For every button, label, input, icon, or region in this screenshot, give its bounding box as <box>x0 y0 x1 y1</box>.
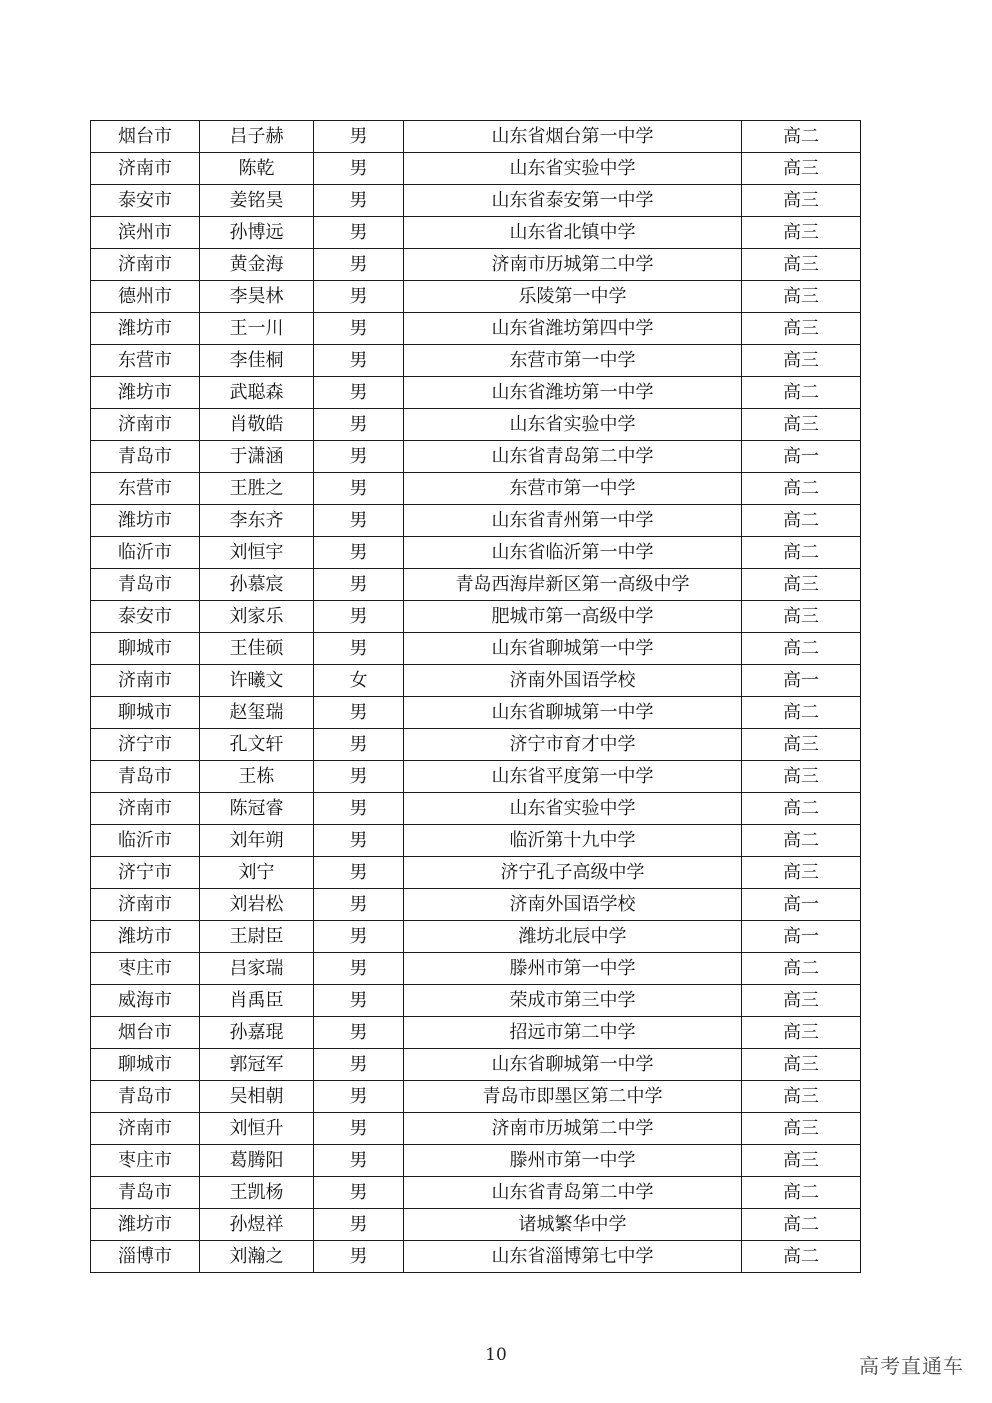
cell-grade: 高二 <box>742 633 861 665</box>
cell-grade: 高二 <box>742 537 861 569</box>
cell-school: 招远市第二中学 <box>404 1017 742 1049</box>
cell-city: 淄博市 <box>91 1241 200 1273</box>
cell-grade: 高一 <box>742 921 861 953</box>
cell-gender: 男 <box>314 601 404 633</box>
cell-student-name: 孙博远 <box>200 217 314 249</box>
table-row <box>91 953 861 985</box>
cell-city: 青岛市 <box>91 441 200 473</box>
cell-student-name: 刘岩松 <box>200 889 314 921</box>
cell-city: 济南市 <box>91 153 200 185</box>
table-row <box>91 1209 861 1241</box>
cell-grade: 高二 <box>742 473 861 505</box>
cell-grade: 高三 <box>742 345 861 377</box>
cell-school: 临沂第十九中学 <box>404 825 742 857</box>
cell-city: 烟台市 <box>91 1017 200 1049</box>
cell-city: 潍坊市 <box>91 377 200 409</box>
table-row <box>91 281 861 313</box>
cell-student-name: 黄金海 <box>200 249 314 281</box>
cell-city: 滨州市 <box>91 217 200 249</box>
cell-grade: 高二 <box>742 697 861 729</box>
cell-gender: 男 <box>314 1209 404 1241</box>
cell-grade: 高二 <box>742 1209 861 1241</box>
cell-city: 青岛市 <box>91 569 200 601</box>
table-row <box>91 1081 861 1113</box>
cell-gender: 男 <box>314 729 404 761</box>
student-roster-table <box>90 120 861 1273</box>
table-row <box>91 1145 861 1177</box>
cell-gender: 男 <box>314 761 404 793</box>
cell-school: 山东省平度第一中学 <box>404 761 742 793</box>
cell-gender: 男 <box>314 985 404 1017</box>
cell-city: 潍坊市 <box>91 505 200 537</box>
cell-student-name: 陈冠睿 <box>200 793 314 825</box>
cell-student-name: 郭冠军 <box>200 1049 314 1081</box>
cell-school: 山东省泰安第一中学 <box>404 185 742 217</box>
cell-city: 潍坊市 <box>91 921 200 953</box>
cell-student-name: 李佳桐 <box>200 345 314 377</box>
table-row <box>91 217 861 249</box>
cell-student-name: 李东齐 <box>200 505 314 537</box>
table-row <box>91 1049 861 1081</box>
cell-gender: 男 <box>314 889 404 921</box>
cell-grade: 高三 <box>742 857 861 889</box>
cell-gender: 男 <box>314 1049 404 1081</box>
cell-school: 山东省临沂第一中学 <box>404 537 742 569</box>
cell-student-name: 李昊林 <box>200 281 314 313</box>
cell-grade: 高二 <box>742 953 861 985</box>
cell-city: 济南市 <box>91 665 200 697</box>
cell-school: 青岛西海岸新区第一高级中学 <box>404 569 742 601</box>
cell-school: 济南市历城第二中学 <box>404 1113 742 1145</box>
cell-grade: 高二 <box>742 1241 861 1273</box>
cell-city: 枣庄市 <box>91 1145 200 1177</box>
cell-student-name: 刘宁 <box>200 857 314 889</box>
cell-gender: 男 <box>314 505 404 537</box>
cell-city: 青岛市 <box>91 761 200 793</box>
cell-student-name: 王佳硕 <box>200 633 314 665</box>
cell-school: 山东省聊城第一中学 <box>404 633 742 665</box>
cell-student-name: 刘家乐 <box>200 601 314 633</box>
cell-grade: 高三 <box>742 1145 861 1177</box>
table-row <box>91 985 861 1017</box>
cell-student-name: 孔文轩 <box>200 729 314 761</box>
cell-grade: 高三 <box>742 249 861 281</box>
cell-student-name: 王尉臣 <box>200 921 314 953</box>
cell-student-name: 刘恒升 <box>200 1113 314 1145</box>
cell-student-name: 吴相朝 <box>200 1081 314 1113</box>
table-row <box>91 1113 861 1145</box>
table-row <box>91 569 861 601</box>
cell-school: 山东省潍坊第一中学 <box>404 377 742 409</box>
cell-gender: 男 <box>314 473 404 505</box>
cell-grade: 高三 <box>742 409 861 441</box>
table-row <box>91 761 861 793</box>
cell-school: 青岛市即墨区第二中学 <box>404 1081 742 1113</box>
cell-gender: 男 <box>314 793 404 825</box>
cell-gender: 男 <box>314 441 404 473</box>
cell-student-name: 王胜之 <box>200 473 314 505</box>
cell-school: 山东省潍坊第四中学 <box>404 313 742 345</box>
cell-city: 济南市 <box>91 889 200 921</box>
cell-student-name: 刘瀚之 <box>200 1241 314 1273</box>
table-row <box>91 441 861 473</box>
cell-school: 山东省青岛第二中学 <box>404 1177 742 1209</box>
cell-grade: 高三 <box>742 217 861 249</box>
cell-grade: 高三 <box>742 761 861 793</box>
cell-gender: 男 <box>314 1145 404 1177</box>
cell-city: 聊城市 <box>91 633 200 665</box>
cell-city: 德州市 <box>91 281 200 313</box>
cell-grade: 高一 <box>742 889 861 921</box>
cell-grade: 高三 <box>742 601 861 633</box>
cell-grade: 高二 <box>742 377 861 409</box>
cell-grade: 高三 <box>742 1081 861 1113</box>
cell-city: 潍坊市 <box>91 313 200 345</box>
cell-school: 济宁市育才中学 <box>404 729 742 761</box>
cell-school: 山东省实验中学 <box>404 793 742 825</box>
cell-grade: 高三 <box>742 985 861 1017</box>
cell-school: 诸城繁华中学 <box>404 1209 742 1241</box>
cell-student-name: 陈乾 <box>200 153 314 185</box>
cell-grade: 高三 <box>742 153 861 185</box>
cell-city: 青岛市 <box>91 1177 200 1209</box>
cell-school: 济宁孔子高级中学 <box>404 857 742 889</box>
cell-grade: 高二 <box>742 121 861 153</box>
table-row <box>91 697 861 729</box>
table-row <box>91 729 861 761</box>
cell-city: 济南市 <box>91 249 200 281</box>
table-row <box>91 825 861 857</box>
table-row <box>91 185 861 217</box>
cell-student-name: 吕子赫 <box>200 121 314 153</box>
table-row <box>91 633 861 665</box>
cell-grade: 高二 <box>742 505 861 537</box>
table-row <box>91 1177 861 1209</box>
cell-school: 东营市第一中学 <box>404 345 742 377</box>
cell-student-name: 肖敬皓 <box>200 409 314 441</box>
cell-student-name: 刘年朔 <box>200 825 314 857</box>
cell-grade: 高三 <box>742 185 861 217</box>
cell-student-name: 许曦文 <box>200 665 314 697</box>
table-row <box>91 313 861 345</box>
cell-student-name: 吕家瑞 <box>200 953 314 985</box>
cell-gender: 男 <box>314 697 404 729</box>
cell-city: 聊城市 <box>91 697 200 729</box>
cell-city: 济南市 <box>91 1113 200 1145</box>
cell-grade: 高二 <box>742 825 861 857</box>
cell-gender: 男 <box>314 1081 404 1113</box>
cell-gender: 男 <box>314 537 404 569</box>
cell-school: 山东省北镇中学 <box>404 217 742 249</box>
cell-grade: 高三 <box>742 1017 861 1049</box>
cell-city: 泰安市 <box>91 185 200 217</box>
cell-city: 济南市 <box>91 409 200 441</box>
cell-grade: 高三 <box>742 1049 861 1081</box>
cell-gender: 男 <box>314 217 404 249</box>
cell-school: 肥城市第一高级中学 <box>404 601 742 633</box>
cell-gender: 男 <box>314 1177 404 1209</box>
cell-school: 济南外国语学校 <box>404 665 742 697</box>
cell-student-name: 孙慕宸 <box>200 569 314 601</box>
cell-city: 威海市 <box>91 985 200 1017</box>
cell-student-name: 王一川 <box>200 313 314 345</box>
table-row <box>91 793 861 825</box>
cell-school: 山东省实验中学 <box>404 153 742 185</box>
page-number: 10 <box>485 1345 507 1365</box>
cell-grade: 高三 <box>742 569 861 601</box>
table-row <box>91 857 861 889</box>
cell-student-name: 于潇涵 <box>200 441 314 473</box>
cell-gender: 男 <box>314 313 404 345</box>
table-row <box>91 345 861 377</box>
cell-student-name: 孙煜祥 <box>200 1209 314 1241</box>
cell-gender: 男 <box>314 857 404 889</box>
cell-city: 济宁市 <box>91 857 200 889</box>
cell-school: 山东省实验中学 <box>404 409 742 441</box>
cell-school: 乐陵第一中学 <box>404 281 742 313</box>
cell-gender: 男 <box>314 633 404 665</box>
cell-grade: 高二 <box>742 793 861 825</box>
cell-gender: 女 <box>314 665 404 697</box>
cell-gender: 男 <box>314 921 404 953</box>
cell-student-name: 武聪森 <box>200 377 314 409</box>
cell-gender: 男 <box>314 281 404 313</box>
table-row <box>91 249 861 281</box>
cell-school: 山东省淄博第七中学 <box>404 1241 742 1273</box>
cell-school: 济南外国语学校 <box>404 889 742 921</box>
cell-gender: 男 <box>314 569 404 601</box>
cell-gender: 男 <box>314 825 404 857</box>
cell-gender: 男 <box>314 953 404 985</box>
cell-city: 聊城市 <box>91 1049 200 1081</box>
cell-student-name: 赵玺瑞 <box>200 697 314 729</box>
cell-student-name: 孙嘉琨 <box>200 1017 314 1049</box>
cell-gender: 男 <box>314 345 404 377</box>
cell-school: 山东省青州第一中学 <box>404 505 742 537</box>
cell-student-name: 肖禹臣 <box>200 985 314 1017</box>
table-row <box>91 921 861 953</box>
cell-student-name: 葛腾阳 <box>200 1145 314 1177</box>
cell-school: 滕州市第一中学 <box>404 1145 742 1177</box>
cell-grade: 高三 <box>742 281 861 313</box>
table-row <box>91 665 861 697</box>
cell-gender: 男 <box>314 1241 404 1273</box>
table-row <box>91 473 861 505</box>
cell-grade: 高一 <box>742 665 861 697</box>
cell-grade: 高三 <box>742 313 861 345</box>
cell-school: 东营市第一中学 <box>404 473 742 505</box>
cell-grade: 高三 <box>742 1113 861 1145</box>
cell-city: 临沂市 <box>91 537 200 569</box>
cell-grade: 高三 <box>742 729 861 761</box>
cell-school: 山东省聊城第一中学 <box>404 697 742 729</box>
cell-student-name: 姜铭昊 <box>200 185 314 217</box>
cell-school: 济南市历城第二中学 <box>404 249 742 281</box>
table-row <box>91 409 861 441</box>
cell-city: 烟台市 <box>91 121 200 153</box>
cell-school: 滕州市第一中学 <box>404 953 742 985</box>
table-row <box>91 889 861 921</box>
student-roster-body <box>91 121 861 1273</box>
cell-city: 济宁市 <box>91 729 200 761</box>
cell-gender: 男 <box>314 1113 404 1145</box>
cell-gender: 男 <box>314 153 404 185</box>
cell-grade: 高一 <box>742 441 861 473</box>
cell-gender: 男 <box>314 409 404 441</box>
cell-student-name: 刘恒宇 <box>200 537 314 569</box>
cell-school: 山东省聊城第一中学 <box>404 1049 742 1081</box>
cell-gender: 男 <box>314 121 404 153</box>
table-row <box>91 505 861 537</box>
cell-city: 枣庄市 <box>91 953 200 985</box>
cell-city: 泰安市 <box>91 601 200 633</box>
cell-student-name: 王凯杨 <box>200 1177 314 1209</box>
table-row <box>91 121 861 153</box>
cell-school: 荣成市第三中学 <box>404 985 742 1017</box>
cell-city: 东营市 <box>91 473 200 505</box>
cell-school: 潍坊北辰中学 <box>404 921 742 953</box>
table-row <box>91 601 861 633</box>
cell-city: 青岛市 <box>91 1081 200 1113</box>
table-row <box>91 153 861 185</box>
cell-gender: 男 <box>314 249 404 281</box>
cell-school: 山东省青岛第二中学 <box>404 441 742 473</box>
cell-city: 东营市 <box>91 345 200 377</box>
cell-gender: 男 <box>314 377 404 409</box>
cell-gender: 男 <box>314 1017 404 1049</box>
table-row <box>91 1241 861 1273</box>
table-row <box>91 1017 861 1049</box>
cell-student-name: 王栋 <box>200 761 314 793</box>
table-row <box>91 377 861 409</box>
cell-city: 临沂市 <box>91 825 200 857</box>
cell-gender: 男 <box>314 185 404 217</box>
cell-city: 济南市 <box>91 793 200 825</box>
cell-school: 山东省烟台第一中学 <box>404 121 742 153</box>
cell-grade: 高二 <box>742 1177 861 1209</box>
cell-city: 潍坊市 <box>91 1209 200 1241</box>
table-row <box>91 537 861 569</box>
watermark-text: 高考直通车 <box>859 1354 964 1378</box>
